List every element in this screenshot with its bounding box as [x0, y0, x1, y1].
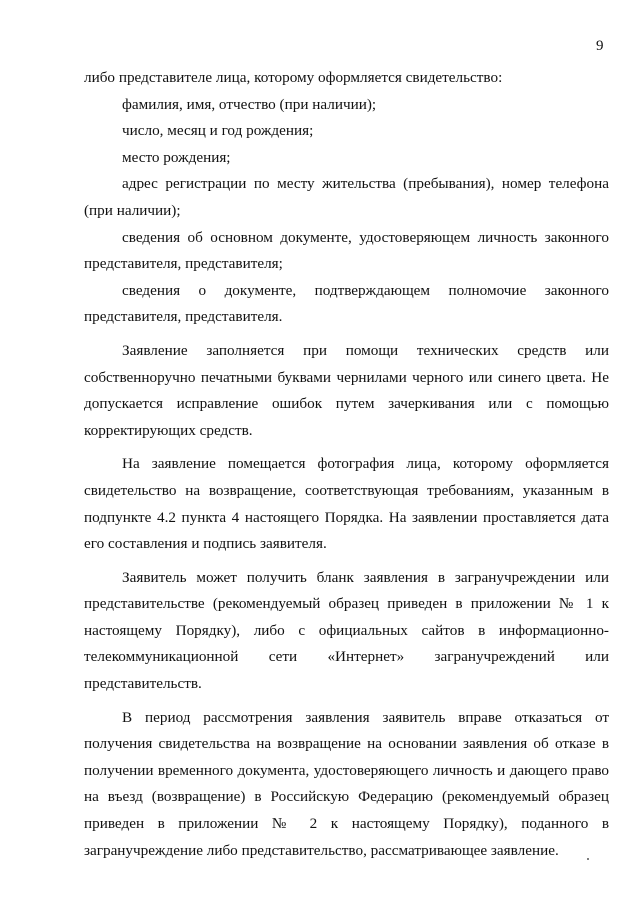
list-item-birth-date: число, месяц и год рождения; [122, 122, 314, 140]
page-number: 9 [596, 38, 604, 54]
list-item-identity-document: сведения об основном документе, удостоверяющем личность законного представителя, представителя; [84, 228, 609, 273]
paragraph-filling-rules: Заявление заполняется при помощи технических средств или собственноручно печатными буквами чернилами черного или синего цвета. Не допускается исправление ошибок путем зачеркивания или с помощью корректирующих средств. [84, 341, 609, 439]
document-body [84, 65, 609, 864]
paragraph-intro-line: либо представителе лица, которому оформляется свидетельство: [84, 69, 503, 86]
list-item-address-phone: адрес регистрации по месту жительства (пребывания), номер телефона (при наличии); [84, 175, 609, 219]
paragraph-form-availability: Заявитель может получить бланк заявления в загранучреждении или представительстве (рекомендуемый образец приведен в приложении № 1 к настоящему Порядку), либо с официальных сайтов в информационно-телекоммуникационной сети «Интернет» загранучреждений или представительств. [84, 568, 609, 693]
list-item-authority-document: сведения о документе, подтверждающем полномочие законного представителя, представителя. [84, 281, 609, 326]
paragraph-withdrawal-right: В период рассмотрения заявления заявитель вправе отказаться от получения свидетельства на возвращение на основании заявления об отказе в получении временного документа, удостоверяющего личность и дающего право на въезд (возвращение) в Российскую Федерацию (рекомендуемый образец приведен в приложении № 2 к настоящему Порядку), поданного в загранучреждение либо представительство, рассматривающее заявление. [84, 708, 609, 859]
list-item-full-name: фамилия, имя, отчество (при наличии); [122, 95, 377, 113]
scan-speck [587, 858, 589, 860]
list-item-birth-place: место рождения; [122, 148, 231, 166]
paragraph-photo-requirements: На заявление помещается фотография лица, которому оформляется свидетельство на возвращение, соответствующая требованиям, указанным в подпункте 4.2 пункта 4 настоящего Порядка. На заявлении проставляется дата его составления и подпись заявителя. [84, 455, 609, 553]
